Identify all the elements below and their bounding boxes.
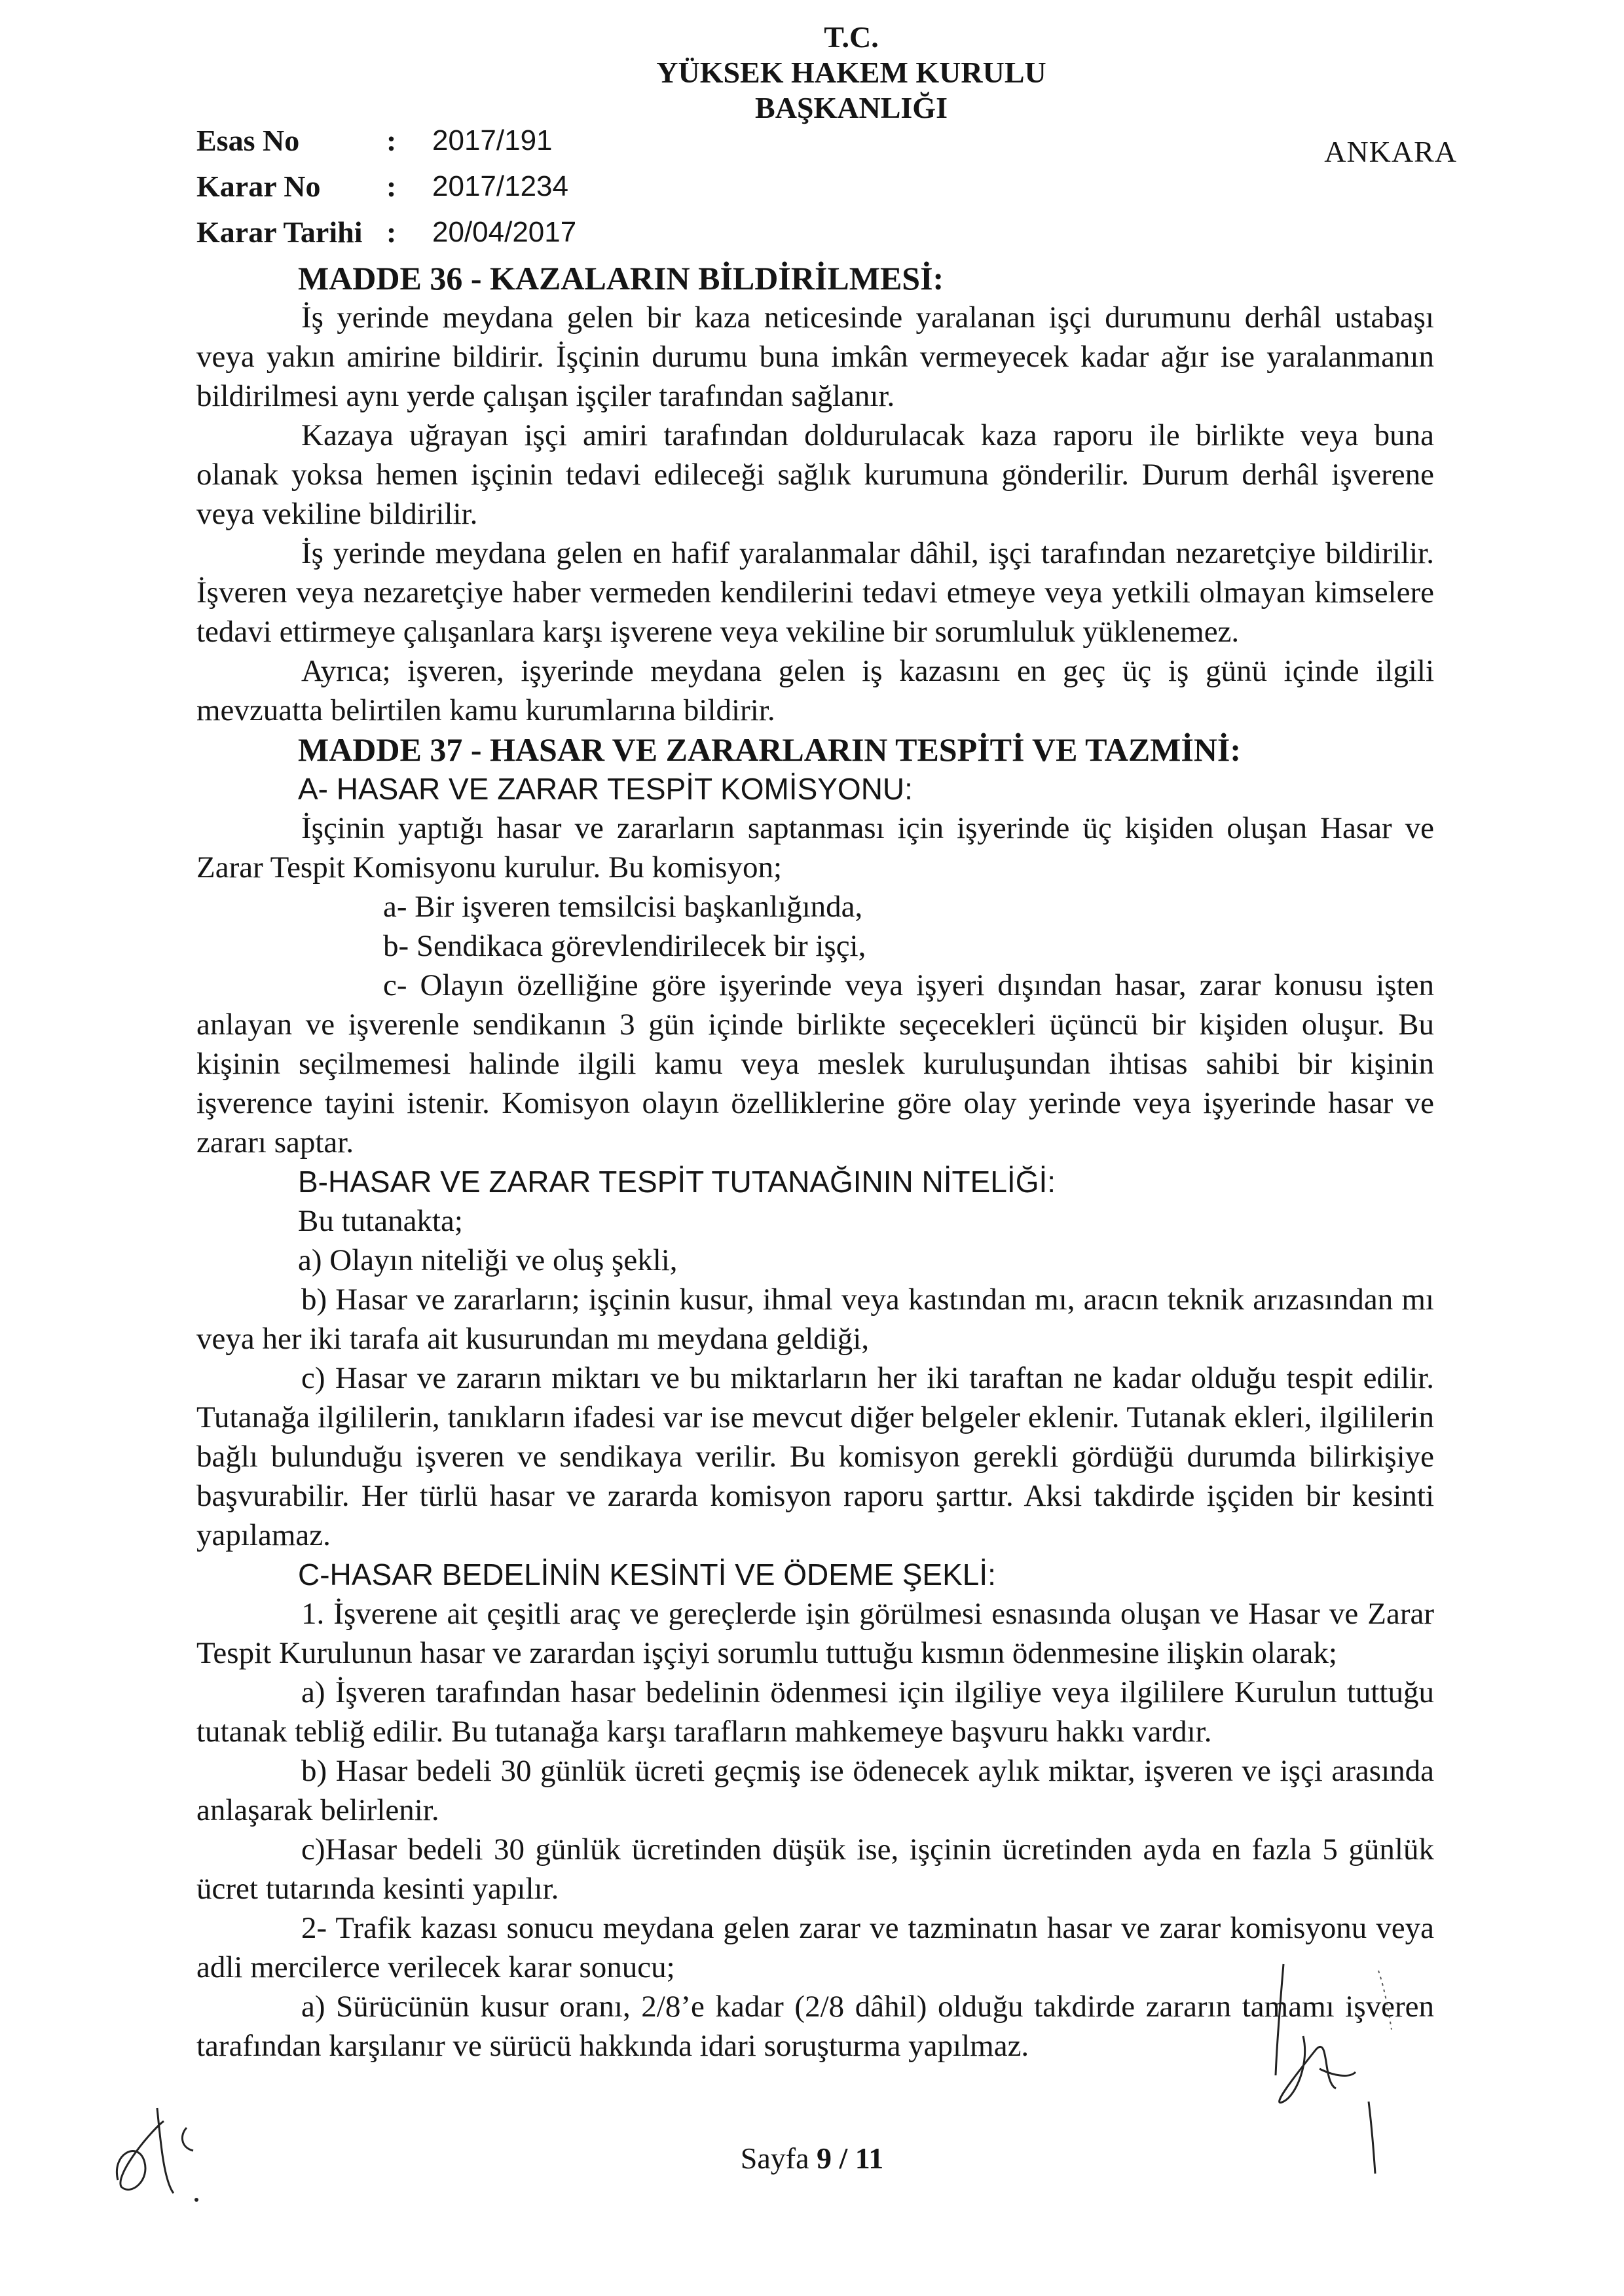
paragraph: İş yerinde meydana gelen en hafif yaralanmalar dâhil, işçi tarafından nezaretçiye bildirilir. İşveren veya nezaretçiye haber vermeden kendilerini tedavi etmeye veya yetkili olmayan kimselere tedavi ettirmeye çalışanlara karşı işverene veya vekiline bir sorumluluk yüklenemez.	[196, 536, 1434, 649]
list-item: c)Hasar bedeli 30 günlük ücretinden düşük ise, işçinin ücretinden ayda en fazla 5 günlük ücret tutarında kesinti yapılır.	[196, 1832, 1434, 1906]
section-b-heading: B-HASAR VE ZARAR TESPİT TUTANAĞININ NİTELİĞİ:	[298, 1165, 1056, 1199]
page-prefix: Sayfa	[740, 2141, 809, 2175]
section-a-heading: A- HASAR VE ZARAR TESPİT KOMİSYONU:	[298, 772, 913, 806]
meta-sep: :	[386, 215, 397, 249]
meta-label: Esas No	[196, 124, 300, 157]
list-item: a) Olayın niteliği ve oluş şekli,	[298, 1243, 678, 1277]
article-36-title: MADDE 36 - KAZALARIN BİLDİRİLMESİ:	[298, 260, 944, 297]
paragraph: Kazaya uğrayan işçi amiri tarafından doldurulacak kaza raporu ile birlikte veya buna olanak yoksa hemen işçinin tedavi edileceği sağlık kurumuna gönderilir. Durum derhâl işverene veya vekiline bildirilir.	[196, 418, 1434, 531]
meta-sep: :	[386, 170, 397, 203]
paragraph: İş yerinde meydana gelen bir kaza neticesinde yaralanan işçi durumunu derhâl ustabaşı veya yakın amirine bildirir. İşçinin durumu buna imkân vermeyecek kadar ağır ise yaralanmanın bildirilmesi aynı yerde çalışan işçiler tarafından sağlanır.	[196, 301, 1434, 413]
list-item: c- Olayın özelliğine göre işyerinde veya işyeri dışından hasar, zarar konusu işten anlayan ve işverenle sendikanın 3 gün içinde birlikte seçecekleri üçüncü bir kişiden oluşur. Bu kişinin seçilmemesi halinde ilgili kamu veya meslek kuruluşundan ihtisas sahibi bir kişinin işverence tayini istenir. Komisyon olayın özelliklerine göre olay yerinde veya işyerinde hasar ve zararı saptar.	[196, 968, 1434, 1159]
city-label: ANKARA	[1324, 135, 1457, 168]
document-body	[196, 259, 1434, 2066]
case-meta	[196, 118, 576, 255]
page-number: 9 / 11	[817, 2141, 884, 2175]
meta-label: Karar No	[196, 170, 321, 203]
signature-left	[92, 2082, 236, 2213]
meta-sep: :	[386, 124, 397, 157]
meta-row-tarih	[196, 210, 576, 255]
institution-header	[589, 20, 1113, 126]
paragraph: Ayrıca; işveren, işyerinde meydana gelen iş kazasını en geç üç iş günü içinde ilgili mevzuatta belirtilen kamu kurumlarına bildirir.	[196, 654, 1434, 727]
list-item: a- Bir işveren temsilcisi başkanlığında,	[383, 890, 863, 924]
article-37-title: MADDE 37 - HASAR VE ZARARLARIN TESPİTİ VE TAZMİNİ:	[298, 731, 1242, 768]
signature-right	[1244, 1951, 1401, 2187]
paragraph: Bu tutanakta;	[298, 1204, 463, 1238]
list-item: c) Hasar ve zararın miktarı ve bu miktarların her iki taraftan ne kadar olduğu tespit edilir. Tutanağa ilgililerin, tanıkların ifadesi var ise mevcut diğer belgeler eklenir. Tutanak ekleri, ilgililerin bağlı bulunduğu işveren ve sendikaya verilir. Bu komisyon gerekli gördüğü durumda bilirkişiye başvurabilir. Her türlü hasar ve zararda komisyon raporu şarttır. Aksi takdirde işçiden bir kesinti yapılamaz.	[196, 1361, 1434, 1552]
list-item: b) Hasar bedeli 30 günlük ücreti geçmiş ise ödenecek aylık miktar, işveren ve işçi arasında anlaşarak belirlenir.	[196, 1754, 1434, 1827]
paragraph: 2- Trafik kazası sonucu meydana gelen zarar ve tazminatın hasar ve zarar komisyonu veya adli mercilerce verilecek karar sonucu;	[196, 1911, 1434, 1984]
list-item: a) Sürücünün kusur oranı, 2/8’e kadar (2/8 dâhil) olduğu takdirde zararın tamamı işveren tarafından karşılanır ve sürücü hakkında idari soruşturma yapılmaz.	[196, 1990, 1434, 2063]
list-item: b- Sendikaca görevlendirilecek bir işçi,	[383, 929, 866, 963]
paragraph: İşçinin yaptığı hasar ve zararların saptanması için işyerinde üç kişiden oluşan Hasar ve Zarar Tespit Komisyonu kurulur. Bu komisyon;	[196, 811, 1434, 884]
list-item: a) İşveren tarafından hasar bedelinin ödenmesi için ilgiliye veya ilgililere Kurulun tuttuğu tutanak tebliğ edilir. Bu tutanağa karşı tarafların mahkemeye başvuru hakkı vardır.	[196, 1675, 1434, 1749]
meta-value: 20/04/2017	[432, 216, 577, 248]
meta-label: Karar Tarihi	[196, 215, 363, 249]
meta-row-karar	[196, 164, 576, 210]
list-item: b) Hasar ve zararların; işçinin kusur, ihmal veya kastından mı, aracın teknik arızasından mı veya her iki tarafa ait kusurundan mı meydana geldiği,	[196, 1283, 1434, 1356]
meta-row-esas	[196, 118, 576, 164]
header-line-2: YÜKSEK HAKEM KURULU	[656, 56, 1046, 89]
header-line-3: BAŞKANLIĞI	[755, 91, 948, 124]
meta-value: 2017/191	[432, 124, 553, 156]
paragraph: 1. İşverene ait çeşitli araç ve gereçlerde işin görülmesi esnasında oluşan ve Hasar ve Zarar Tespit Kurulunun hasar ve zarardan işçiyi sorumlu tuttuğu kısmın ödenmesine ilişkin olarak;	[196, 1597, 1434, 1670]
header-line-1: T.C.	[824, 20, 879, 54]
section-c-heading: C-HASAR BEDELİNİN KESİNTİ VE ÖDEME ŞEKLİ:	[298, 1558, 996, 1592]
meta-value: 2017/1234	[432, 170, 568, 202]
